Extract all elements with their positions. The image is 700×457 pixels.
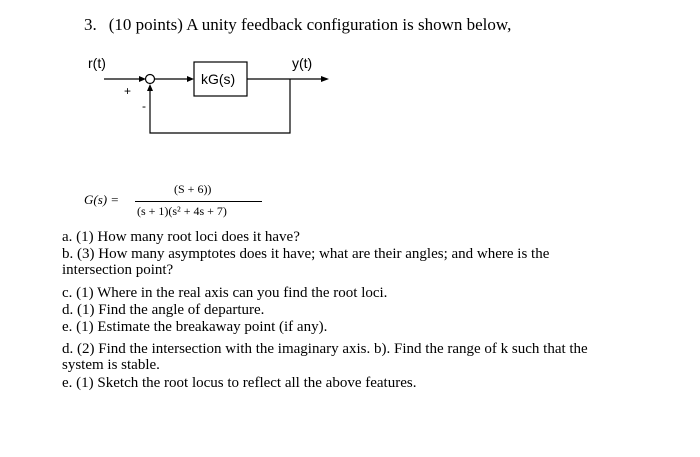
subquestion-c: c. (1) Where in the real axis can you find the root loci. [62,285,388,301]
fraction-bar [135,201,262,202]
feedback-block-diagram [0,0,700,200]
subquestion-d-imaginary-continued: system is stable. [62,357,160,373]
question-text: (10 points) A unity feedback configuration is shown below, [108,15,512,34]
gs-symbol: G(s) [84,192,108,207]
subquestion-d-angle: d. (1) Find the angle of departure. [62,302,265,318]
summing-junction [146,75,155,84]
forward-arrowhead [187,76,194,82]
transfer-function-denominator: (s + 1)(s² + 4s + 7) [137,204,227,218]
minus-sign: - [142,99,146,113]
kg-block-label: kG(s) [201,71,236,87]
equals-sign: = [111,192,119,207]
output-arrowhead [321,76,329,82]
input-label: r(t) [88,55,106,71]
transfer-function-lhs [84,192,118,208]
subquestion-b-continued: intersection point? [62,262,174,278]
plus-sign: + [124,84,132,98]
subquestion-e-breakaway: e. (1) Estimate the breakaway point (if any). [62,319,328,335]
question-number: 3. [84,15,97,34]
transfer-function-numerator: (S + 6)) [174,182,212,196]
subquestion-e-sketch: e. (1) Sketch the root locus to reflect all the above features. [62,375,417,391]
subquestion-b: b. (3) How many asymptotes does it have; what are their angles; and where is the [62,246,550,262]
subquestion-a: a. (1) How many root loci does it have? [62,229,300,245]
feedback-arrowhead [147,84,153,91]
subquestion-d-imaginary: d. (2) Find the intersection with the imaginary axis. b). Find the range of k such that the [62,341,588,357]
output-label: y(t) [292,55,313,71]
